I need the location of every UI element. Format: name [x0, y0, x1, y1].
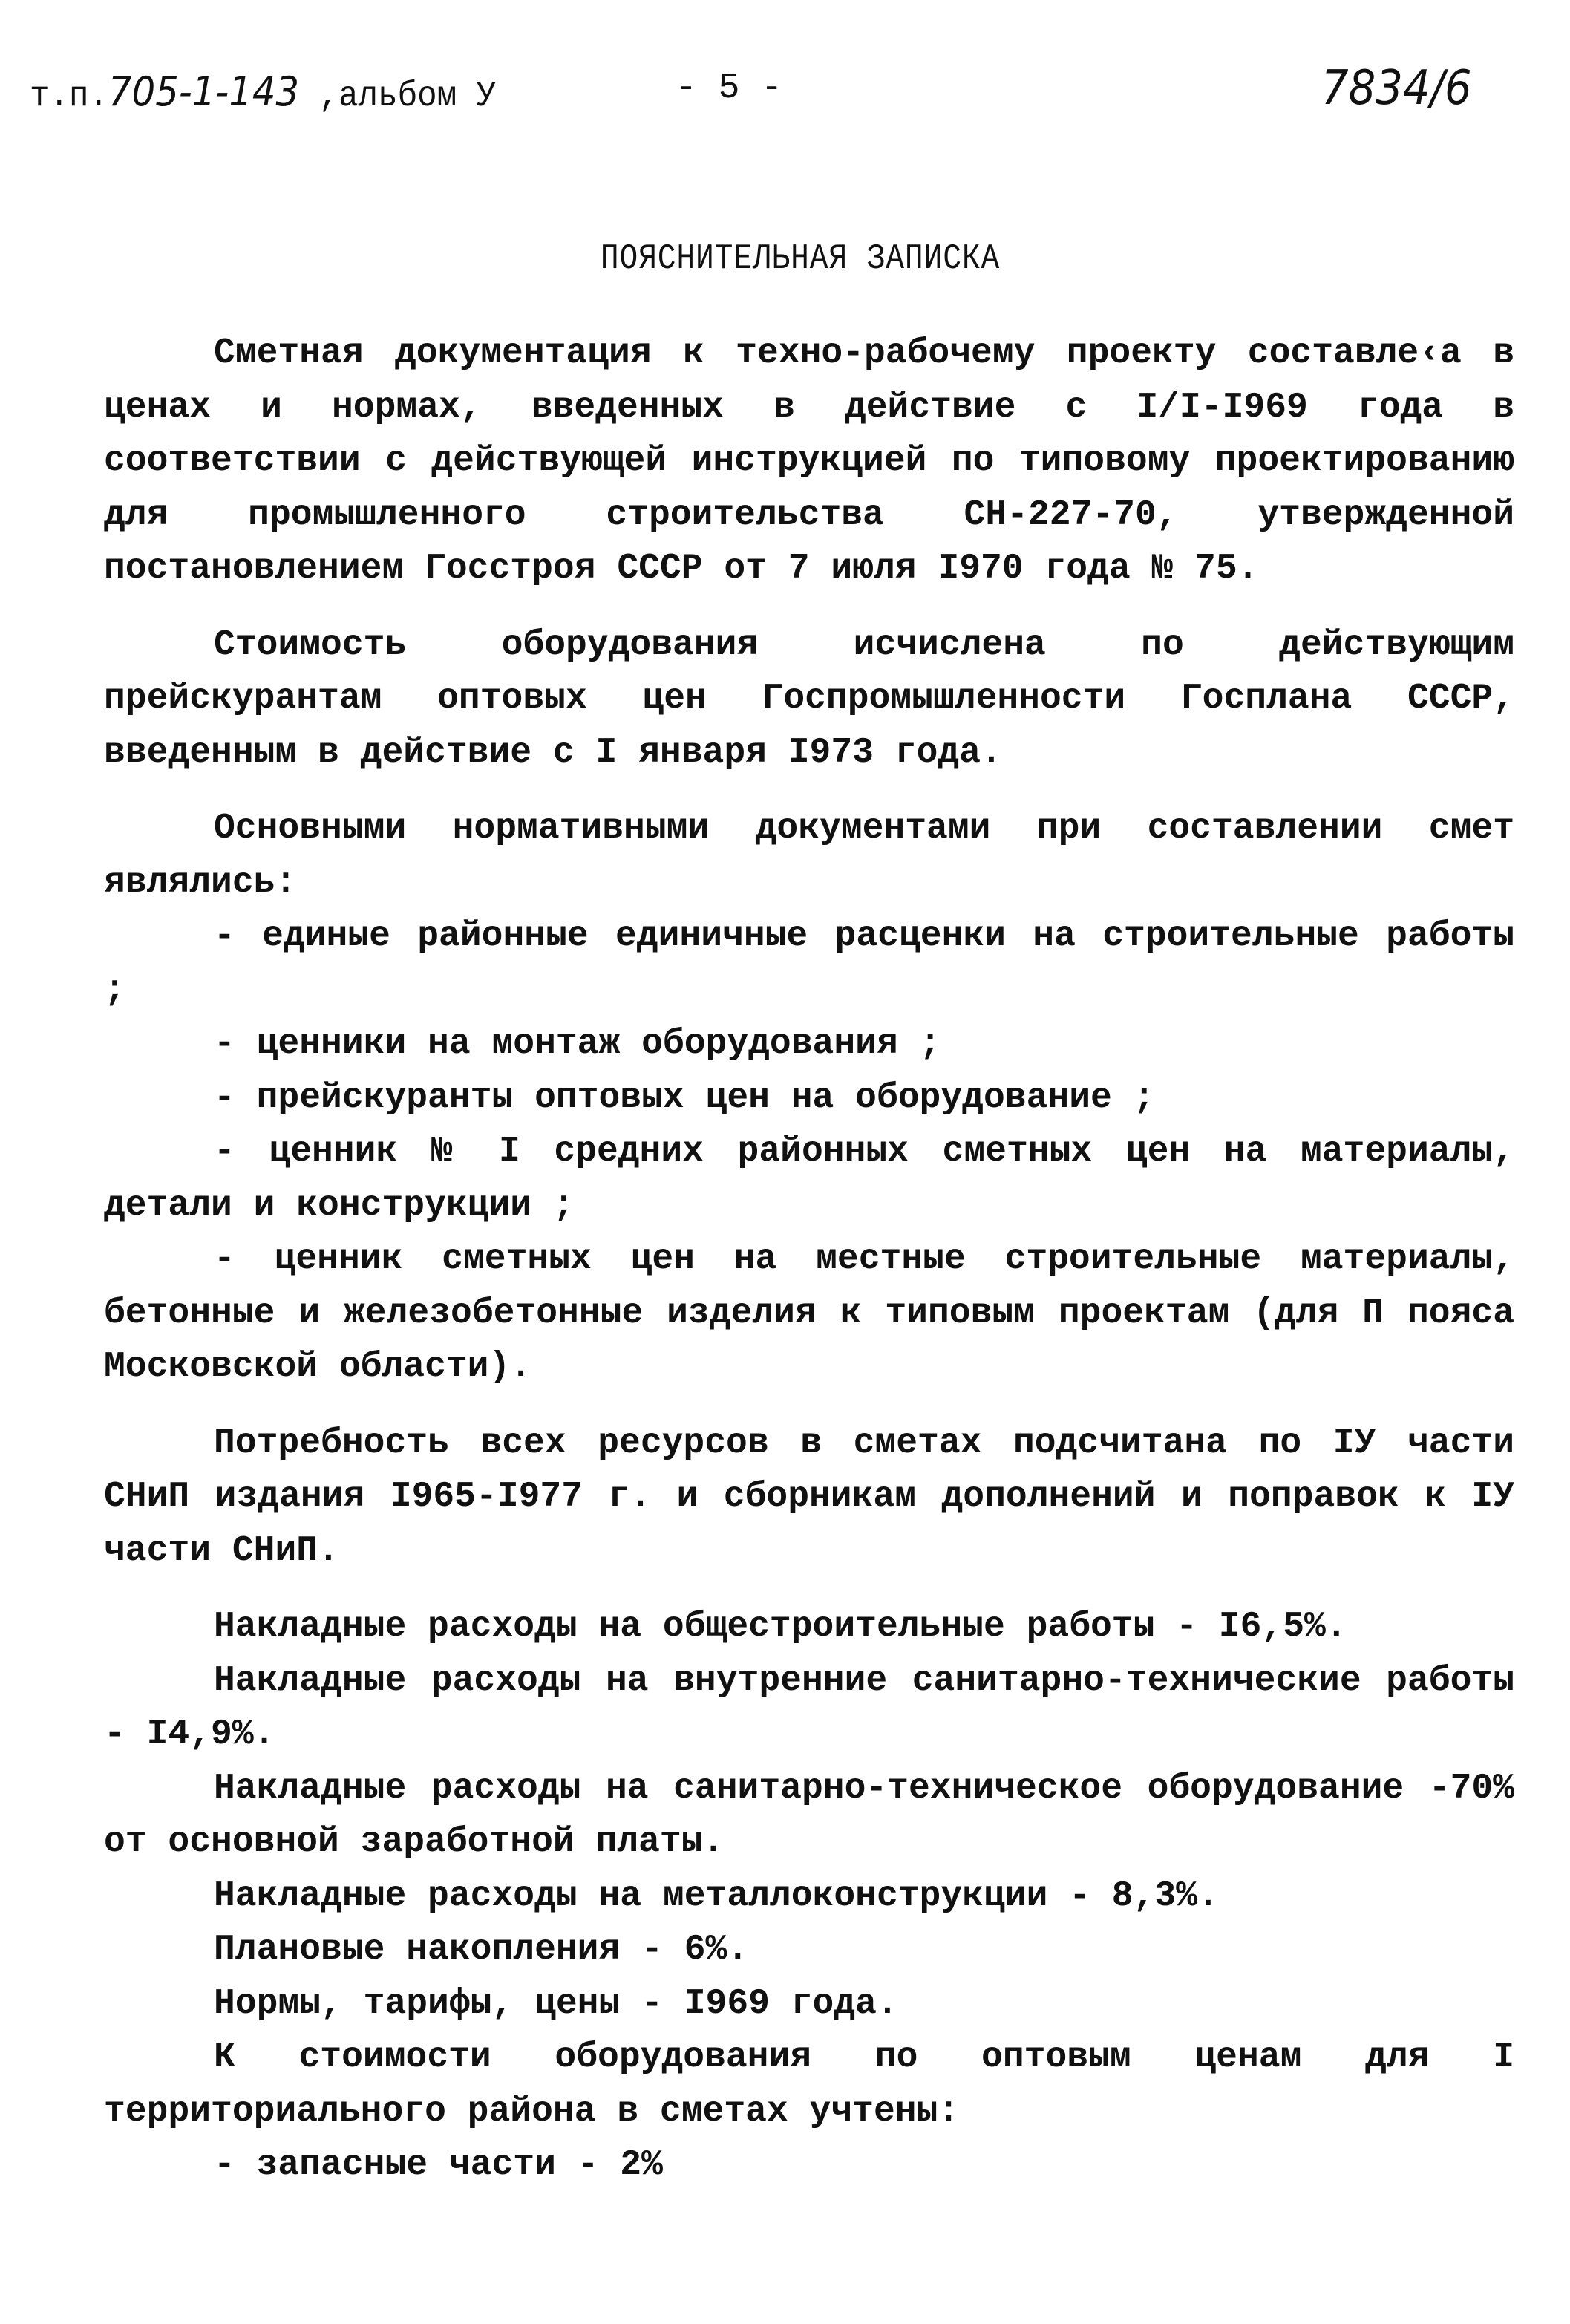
page-header [30, 61, 1537, 128]
rate-line: - запасные части - 2% [214, 2145, 663, 2185]
list-item: - ценники на монтаж оборудования ; [214, 1024, 941, 1064]
document-body [104, 327, 1514, 2193]
project-code-handwritten: 705-1-143 [108, 68, 300, 115]
page-number: - 5 - [676, 68, 783, 108]
page-title: ПОЯСНИТЕЛЬНАЯ ЗАПИСКА [600, 239, 1000, 279]
paragraph-equipment-cost: Стоимость оборудования исчислена по действующим прейскурантам оптовых цен Госпромышленности Госплана СССР, введенным в действие с I января I973 года. [104, 624, 1514, 773]
rate-line: Нормы, тарифы, цены - I969 года. [214, 1983, 898, 2024]
paragraph-resources: Потребность всех ресурсов в сметах подсчитана по IУ части СНиП издания I965-I977 г. и сборникам дополнений и поправок к IУ части СНиП. [104, 1423, 1514, 1571]
project-code-prefix: т.п. [30, 76, 109, 117]
album-label: ,альбом У [318, 76, 497, 117]
rate-line: Накладные расходы на санитарно-техническое оборудование -70% от основной заработной платы. [104, 1768, 1514, 1862]
paragraph-normative-docs: Основными нормативными документами при составлении смет являлись: [104, 809, 1514, 903]
rate-line: Накладные расходы на общестроительные работы - I6,5%. [214, 1607, 1347, 1647]
rate-line: К стоимости оборудования по оптовым ценам для I территориального района в сметах учтены: [104, 2037, 1514, 2132]
list-item: - единые районные единичные расценки на строительные работы ; [104, 916, 1514, 1011]
project-code [30, 68, 496, 117]
rate-line: Плановые накопления - 6%. [214, 1930, 749, 1970]
rate-line: Накладные расходы на металлоконструкции - 8,3%. [214, 1876, 1219, 1916]
paragraph-estimate-basis: Сметная документация к техно-рабочему проекту составле‹а в ценах и нормах, введенных в действие с I/I-I969 года в соответствии с действующей инструкцией по типовому проектированию для промышленного строительства СН-227-70, утвержденной постановлением Госстроя СССР от 7 июля I970 года № 75. [104, 333, 1514, 589]
list-item: - прейскуранты оптовых цен на оборудование ; [214, 1077, 1155, 1118]
inventory-number: 7834/6 [1321, 61, 1472, 116]
list-item: - ценник № I средних районных сметных цен на материалы, детали и конструкции ; [104, 1132, 1514, 1226]
rate-line: Накладные расходы на внутренние санитарно-технические работы - I4,9%. [104, 1660, 1514, 1755]
list-item: - ценник сметных цен на местные строительные материалы, бетонные и железобетонные изделия к типовым проектам (для П пояса Московской области). [104, 1239, 1514, 1387]
